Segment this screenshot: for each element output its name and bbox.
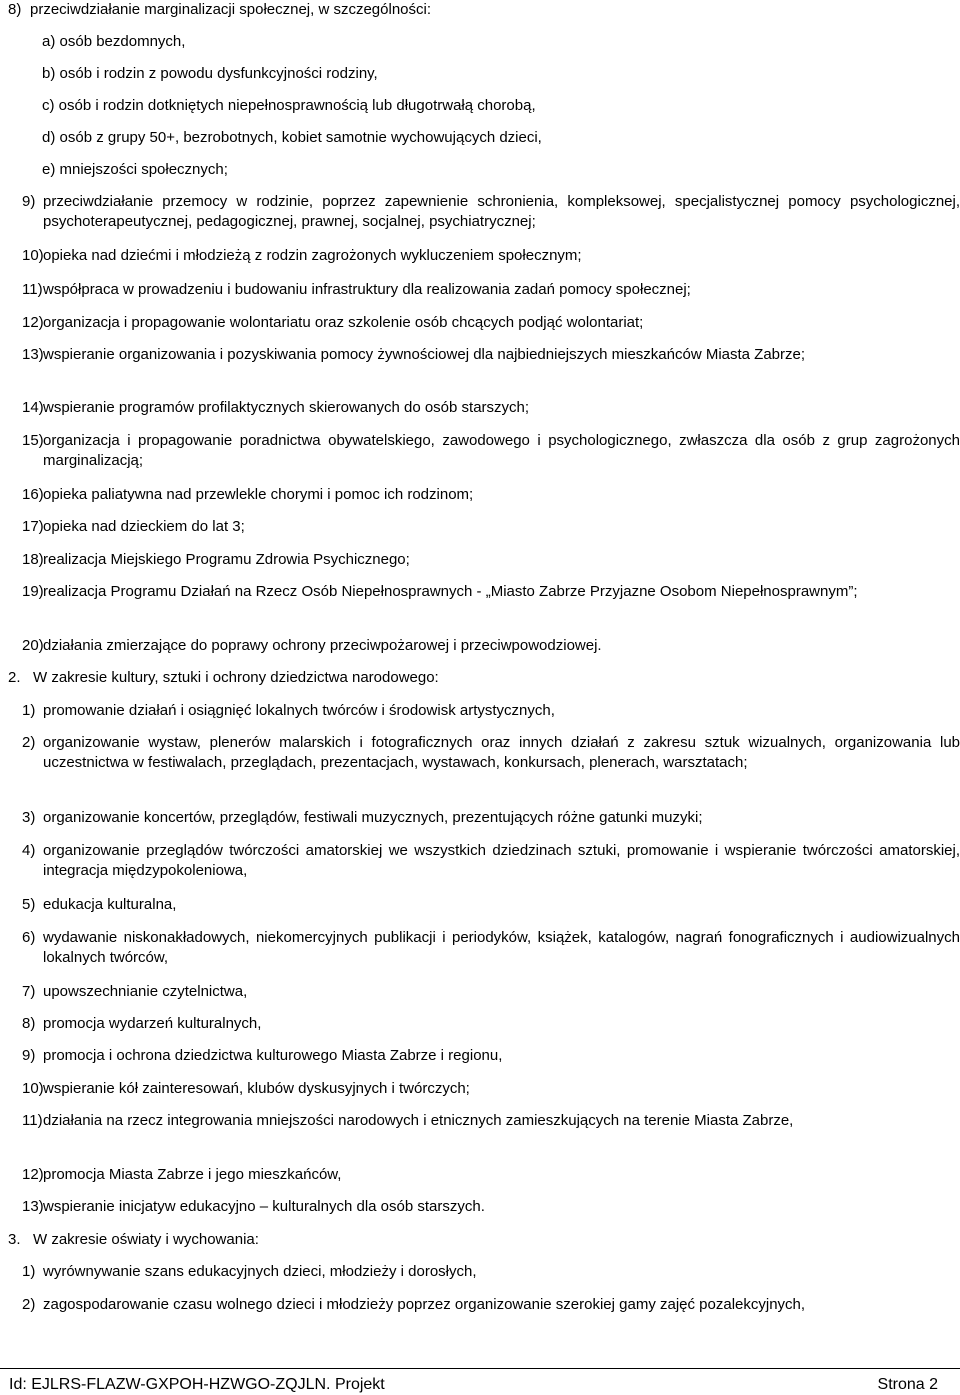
sub-item	[42, 96, 960, 116]
footer-page-number: Strona 2	[877, 1376, 938, 1393]
sub-item	[42, 64, 960, 84]
list-item	[22, 1014, 960, 1034]
list-text: upowszechnianie czytelnictwa,	[43, 983, 248, 1000]
list-item	[8, 0, 960, 20]
list-number: 8)	[8, 1, 22, 18]
list-text: promocja i ochrona dziedzictwa kulturowego Miasta Zabrze i regionu,	[43, 1047, 503, 1064]
list-number: 1)	[22, 702, 36, 719]
section-heading	[8, 668, 439, 688]
list-item	[22, 841, 960, 881]
list-text: działania zmierzające do poprawy ochrony przeciwpożarowej i przeciwpowodziowej.	[43, 637, 602, 654]
list-text: opieka nad dziećmi i młodzieżą z rodzin zagrożonych wykluczeniem społecznym;	[43, 247, 582, 264]
section-title: W zakresie oświaty i wychowania:	[33, 1231, 259, 1248]
list-text: wspieranie organizowania i pozyskiwania pomocy żywnościowej dla najbiedniejszych mieszkańców Miasta Zabrze;	[43, 346, 806, 363]
list-item	[22, 582, 960, 602]
list-number: 9)	[22, 1047, 36, 1064]
list-text: organizowanie przeglądów twórczości amatorskiej we wszystkich dziedzinach sztuki, promowanie i wspieranie twórczości amatorskiej, integracja międzypokoleniowa,	[43, 842, 960, 879]
list-item	[22, 1079, 960, 1099]
list-text: promowanie działań i osiągnięć lokalnych twórców i środowisk artystycznych,	[43, 702, 555, 719]
section-heading	[8, 1230, 259, 1250]
list-number: 3)	[22, 809, 36, 826]
list-text: wspieranie kół zainteresowań, klubów dyskusyjnych i twórczych;	[43, 1080, 470, 1097]
list-text: przeciwdziałanie przemocy w rodzinie, poprzez zapewnienie schronienia, kompleksowej, specjalistycznej pomocy psychologicznej, psychoterapeutycznej, pedagogicznej, prawnej, socjalnej, psychiatrycznej;	[43, 193, 960, 230]
list-number: 19)	[22, 583, 44, 600]
section-title: W zakresie kultury, sztuki i ochrony dziedzictwa narodowego:	[33, 669, 439, 686]
list-item	[22, 895, 960, 915]
sub-item-text: e) mniejszości społecznych;	[42, 161, 228, 178]
list-item	[22, 192, 960, 232]
list-item	[22, 517, 960, 537]
footer-divider	[0, 1368, 960, 1369]
sub-item	[42, 128, 960, 148]
list-number: 5)	[22, 896, 36, 913]
list-item	[22, 313, 960, 333]
list-item	[22, 733, 960, 773]
list-text: organizacja i propagowanie poradnictwa obywatelskiego, zawodowego i psychologicznego, zwłaszcza dla osób z grup zagrożonych marginalizacją;	[43, 432, 960, 469]
list-item	[22, 928, 960, 968]
list-number: 4)	[22, 842, 36, 859]
list-number: 12)	[22, 314, 44, 331]
list-number: 6)	[22, 929, 36, 946]
sub-item	[42, 32, 960, 52]
list-number: 11)	[22, 1112, 43, 1129]
list-text: wspieranie programów profilaktycznych skierowanych do osób starszych;	[43, 399, 530, 416]
list-text: edukacja kulturalna,	[43, 896, 177, 913]
list-text: opieka nad dzieckiem do lat 3;	[43, 518, 245, 535]
list-text: przeciwdziałanie marginalizacji społecznej, w szczególności:	[30, 1, 432, 18]
list-number: 14)	[22, 399, 44, 416]
list-text: realizacja Programu Działań na Rzecz Osób Niepełnosprawnych - „Miasto Zabrze Przyjazne Osobom Niepełnosprawnym”;	[43, 583, 858, 600]
sub-item	[42, 160, 960, 180]
list-number: 7)	[22, 983, 36, 1000]
list-number: 20)	[22, 637, 44, 654]
list-number: 2)	[22, 1296, 36, 1313]
list-number: 18)	[22, 551, 44, 568]
sub-item-text: a) osób bezdomnych,	[42, 33, 186, 50]
list-item	[22, 246, 960, 266]
list-item	[22, 1165, 960, 1185]
list-item	[22, 485, 960, 505]
list-number: 16)	[22, 486, 44, 503]
list-item	[22, 345, 960, 365]
list-number: 17)	[22, 518, 44, 535]
list-text: organizowanie wystaw, plenerów malarskich i fotograficznych oraz innych działań z zakresu sztuk wizualnych, organizowania lub uczestnictwa w festiwalach, przeglądach, prezentacjach, wystawach, konkursach, plenerach, warsztatach;	[43, 734, 960, 771]
list-text: opieka paliatywna nad przewlekle chorymi i pomoc ich rodzinom;	[43, 486, 474, 503]
list-number: 10)	[22, 247, 44, 264]
sub-item-text: c) osób i rodzin dotkniętych niepełnosprawnością lub długotrwałą chorobą,	[42, 97, 536, 114]
list-number: 11)	[22, 281, 43, 298]
list-text: wydawanie niskonakładowych, niekomercyjnych publikacji i periodyków, książek, katalogów, nagrań fonograficznych i audiowizualnych lokalnych twórców,	[43, 929, 960, 966]
list-text: współpraca w prowadzeniu i budowaniu infrastruktury dla realizowania zadań pomocy społecznej;	[43, 281, 691, 298]
list-number: 9)	[22, 193, 36, 210]
list-text: promocja wydarzeń kulturalnych,	[43, 1015, 262, 1032]
list-item	[22, 808, 960, 828]
list-text: organizowanie koncertów, przeglądów, festiwali muzycznych, prezentujących różne gatunki muzyki;	[43, 809, 703, 826]
section-number: 2.	[8, 669, 21, 686]
list-item	[22, 280, 960, 300]
list-text: realizacja Miejskiego Programu Zdrowia Psychicznego;	[43, 551, 410, 568]
list-item	[22, 701, 960, 721]
list-number: 15)	[22, 432, 44, 449]
list-text: promocja Miasta Zabrze i jego mieszkańców,	[43, 1166, 342, 1183]
sub-item-text: d) osób z grupy 50+, bezrobotnych, kobiet samotnie wychowujących dzieci,	[42, 129, 542, 146]
list-item	[22, 1197, 960, 1217]
list-item	[22, 1111, 960, 1131]
list-number: 13)	[22, 346, 44, 363]
list-item	[22, 550, 960, 570]
list-text: organizacja i propagowanie wolontariatu oraz szkolenie osób chcących podjąć wolontariat;	[43, 314, 644, 331]
list-item	[22, 1295, 960, 1315]
list-item	[22, 982, 960, 1002]
list-number: 1)	[22, 1263, 36, 1280]
list-text: wyrównywanie szans edukacyjnych dzieci, młodzieży i dorosłych,	[43, 1263, 477, 1280]
list-item	[22, 431, 960, 471]
list-item	[22, 1046, 960, 1066]
list-number: 8)	[22, 1015, 36, 1032]
list-text: działania na rzecz integrowania mniejszości narodowych i etnicznych zamieszkujących na terenie Miasta Zabrze,	[43, 1112, 794, 1129]
list-number: 12)	[22, 1166, 44, 1183]
list-number: 13)	[22, 1198, 44, 1215]
list-number: 10)	[22, 1080, 44, 1097]
list-text: zagospodarowanie czasu wolnego dzieci i młodzieży poprzez organizowanie szerokiej gamy zajęć pozalekcyjnych,	[43, 1296, 806, 1313]
list-number: 2)	[22, 734, 36, 751]
list-item	[22, 398, 960, 418]
sub-item-text: b) osób i rodzin z powodu dysfunkcyjności rodziny,	[42, 65, 378, 82]
section-number: 3.	[8, 1231, 21, 1248]
footer-document-id: Id: EJLRS-FLAZW-GXPOH-HZWGO-ZQJLN. Projekt	[9, 1376, 385, 1393]
list-item	[22, 636, 960, 656]
list-item	[22, 1262, 960, 1282]
list-text: wspieranie inicjatyw edukacyjno – kulturalnych dla osób starszych.	[43, 1198, 485, 1215]
